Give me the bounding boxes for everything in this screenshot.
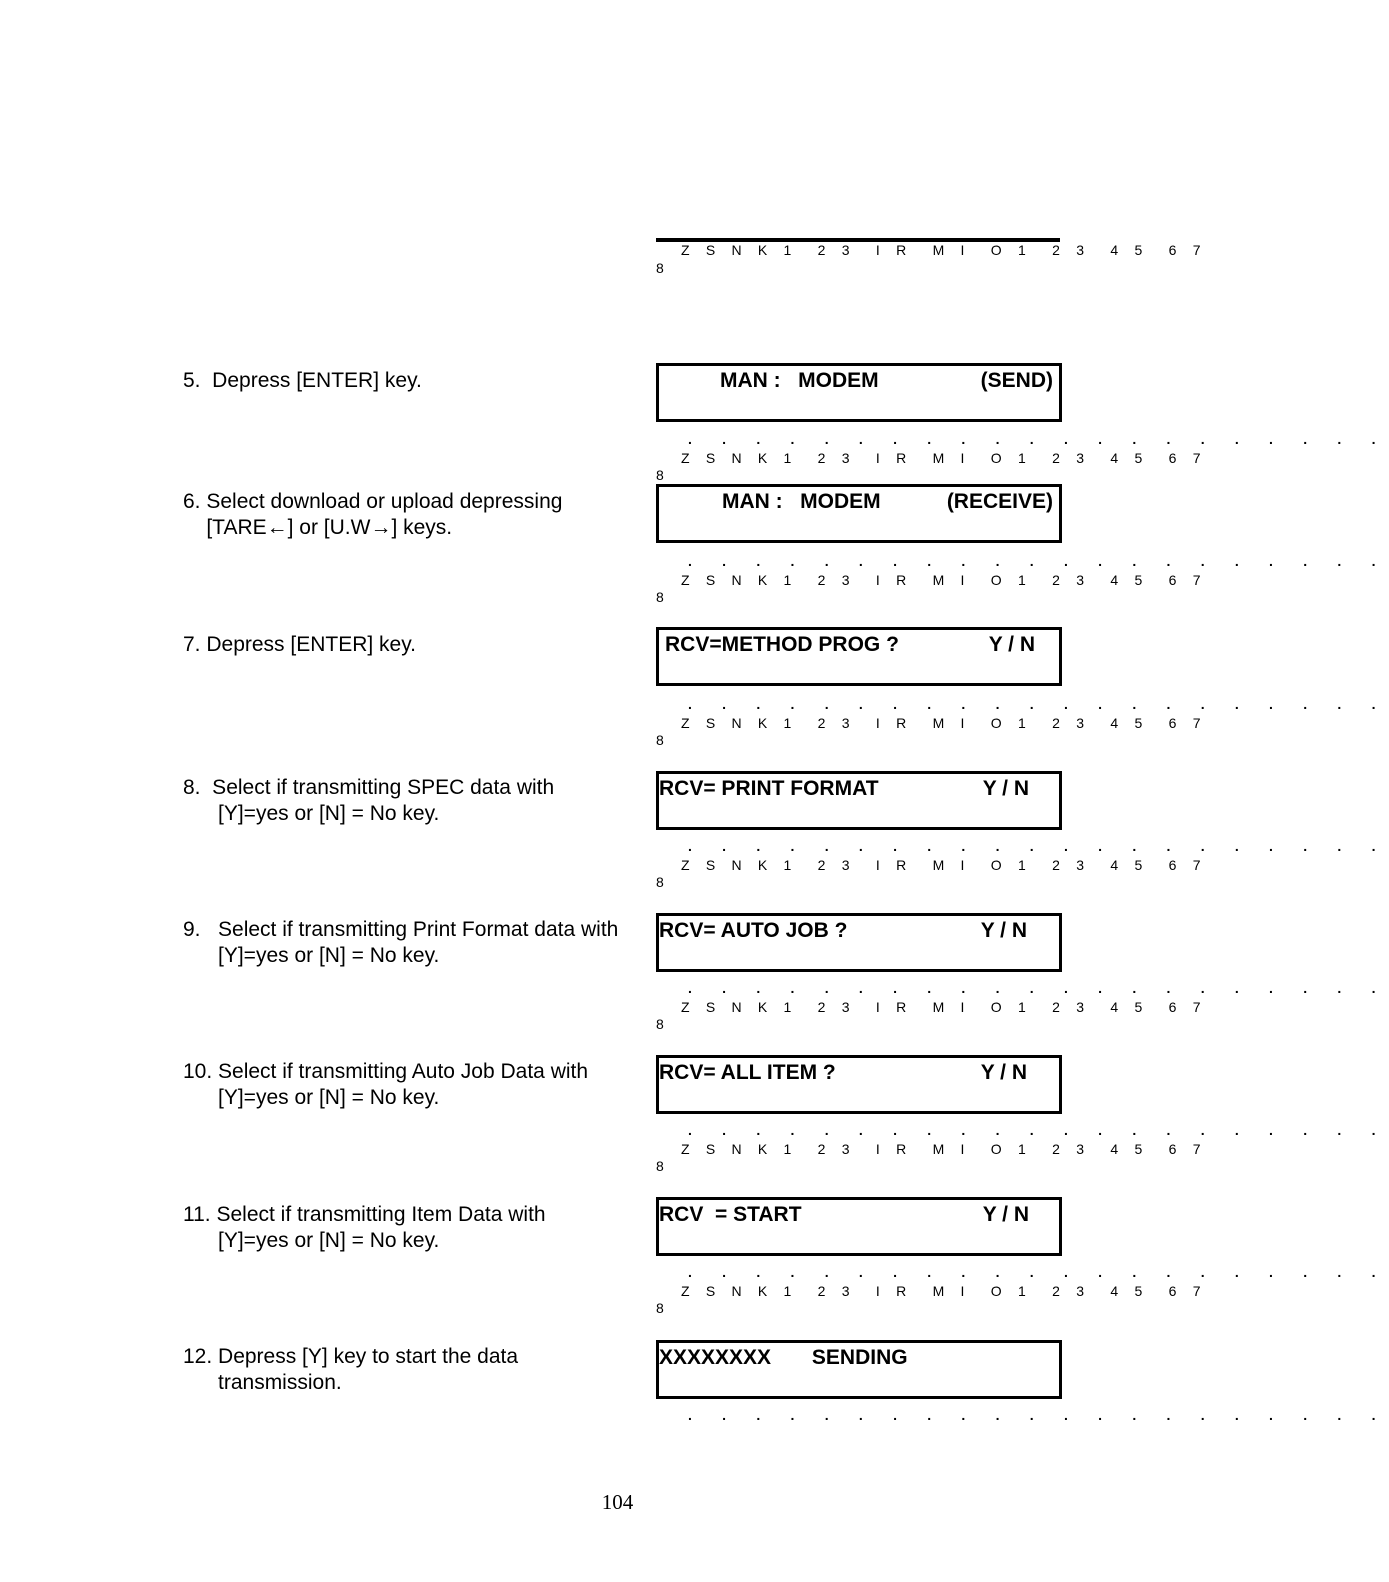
step-11-text: 11. Select if transmitting Item Data with [Y]=yes or [N] = No key. [183,1203,546,1252]
step-5-text: 5. Depress [ENTER] key. [183,369,422,392]
lcd-display-step-11 [656,1197,1062,1256]
lcd-display-step-7 [656,627,1062,686]
annunciator-trail: 8 [656,260,664,276]
lcd-dot-row: . . . . . . . . . . . . . . . . . . . . . [688,980,1389,996]
annunciator-row: Z S N K 1 2 3 I R M I O 1 2 3 4 5 6 7 [681,242,1207,258]
annunciator-trail: 8 [656,1016,664,1032]
page-number: 104 [601,1490,634,1514]
annunciator-row: Z S N K 1 2 3 I R M I O 1 2 3 4 5 6 7 [681,1283,1207,1299]
lcd-left-text: RCV=METHOD PROG ? [665,633,899,656]
step-6-text: 6. Select download or upload depressing [TARE←] or [U.W→] keys. [183,490,563,539]
lcd-dot-row: . . . . . . . . . . . . . . . . . . . . . [688,553,1389,569]
lcd-right-text: (RECEIVE) [946,490,1053,513]
lcd-dot-row: . . . . . . . . . . . . . . . . . . . . . [688,838,1389,854]
annunciator-row: Z S N K 1 2 3 I R M I O 1 2 3 4 5 6 7 [681,857,1207,873]
lcd-display-step-6 [656,484,1062,543]
annunciator-trail: 8 [656,1300,664,1316]
lcd-display-step-9 [656,913,1062,972]
lcd-dot-row: . . . . . . . . . . . . . . . . . . . . . [688,696,1389,712]
step-9-text: 9. Select if transmitting Print Format data with [Y]=yes or [N] = No key. [183,918,619,967]
annunciator-row: Z S N K 1 2 3 I R M I O 1 2 3 4 5 6 7 [681,572,1207,588]
lcd-right-text: Y / N [982,1203,1029,1226]
annunciator-trail: 8 [656,1158,664,1174]
lcd-dot-row: . . . . . . . . . . . . . . . . . . . . . [688,1122,1389,1138]
annunciator-row: Z S N K 1 2 3 I R M I O 1 2 3 4 5 6 7 [681,715,1207,731]
lcd-left-text: MAN : MODEM [720,369,879,392]
lcd-left-text: RCV = START [659,1203,802,1226]
lcd-left-text: RCV= ALL ITEM ? [659,1061,836,1084]
lcd-dot-row: . . . . . . . . . . . . . . . . . . . . . [688,1407,1389,1423]
step-12-text: 12. Depress [Y] key to start the data transmission. [183,1345,519,1394]
annunciator-trail: 8 [656,732,664,748]
lcd-display-step-8 [656,771,1062,830]
annunciator-trail: 8 [656,467,664,483]
lcd-left-text: RCV= AUTO JOB ? [659,919,848,942]
lcd-display-step-10 [656,1055,1062,1114]
lcd-right-text: Y / N [982,777,1029,800]
step-8-text: 8. Select if transmitting SPEC data with [Y]=yes or [N] = No key. [183,776,555,825]
lcd-right-text: Y / N [980,919,1027,942]
annunciator-trail: 8 [656,874,664,890]
annunciator-trail: 8 [656,589,664,605]
lcd-right-text: Y / N [980,1061,1027,1084]
step-10-text: 10. Select if transmitting Auto Job Data with [Y]=yes or [N] = No key. [183,1060,589,1109]
annunciator-row: Z S N K 1 2 3 I R M I O 1 2 3 4 5 6 7 [681,999,1207,1015]
annunciator-row: Z S N K 1 2 3 I R M I O 1 2 3 4 5 6 7 [681,1141,1207,1157]
lcd-display-step-5 [656,363,1062,422]
annunciator-row: Z S N K 1 2 3 I R M I O 1 2 3 4 5 6 7 [681,450,1207,466]
lcd-dot-row: . . . . . . . . . . . . . . . . . . . . . [688,1264,1389,1280]
lcd-left-text: MAN : MODEM [722,490,881,513]
lcd-right-text: (SEND) [980,369,1053,392]
lcd-display-step-12 [656,1340,1062,1399]
lcd-left-text: RCV= PRINT FORMAT [659,777,879,800]
lcd-left-text: XXXXXXXX SENDING [659,1346,908,1369]
lcd-right-text: Y / N [988,633,1035,656]
step-7-text: 7. Depress [ENTER] key. [183,633,417,656]
lcd-dot-row: . . . . . . . . . . . . . . . . . . . . . [688,431,1389,447]
